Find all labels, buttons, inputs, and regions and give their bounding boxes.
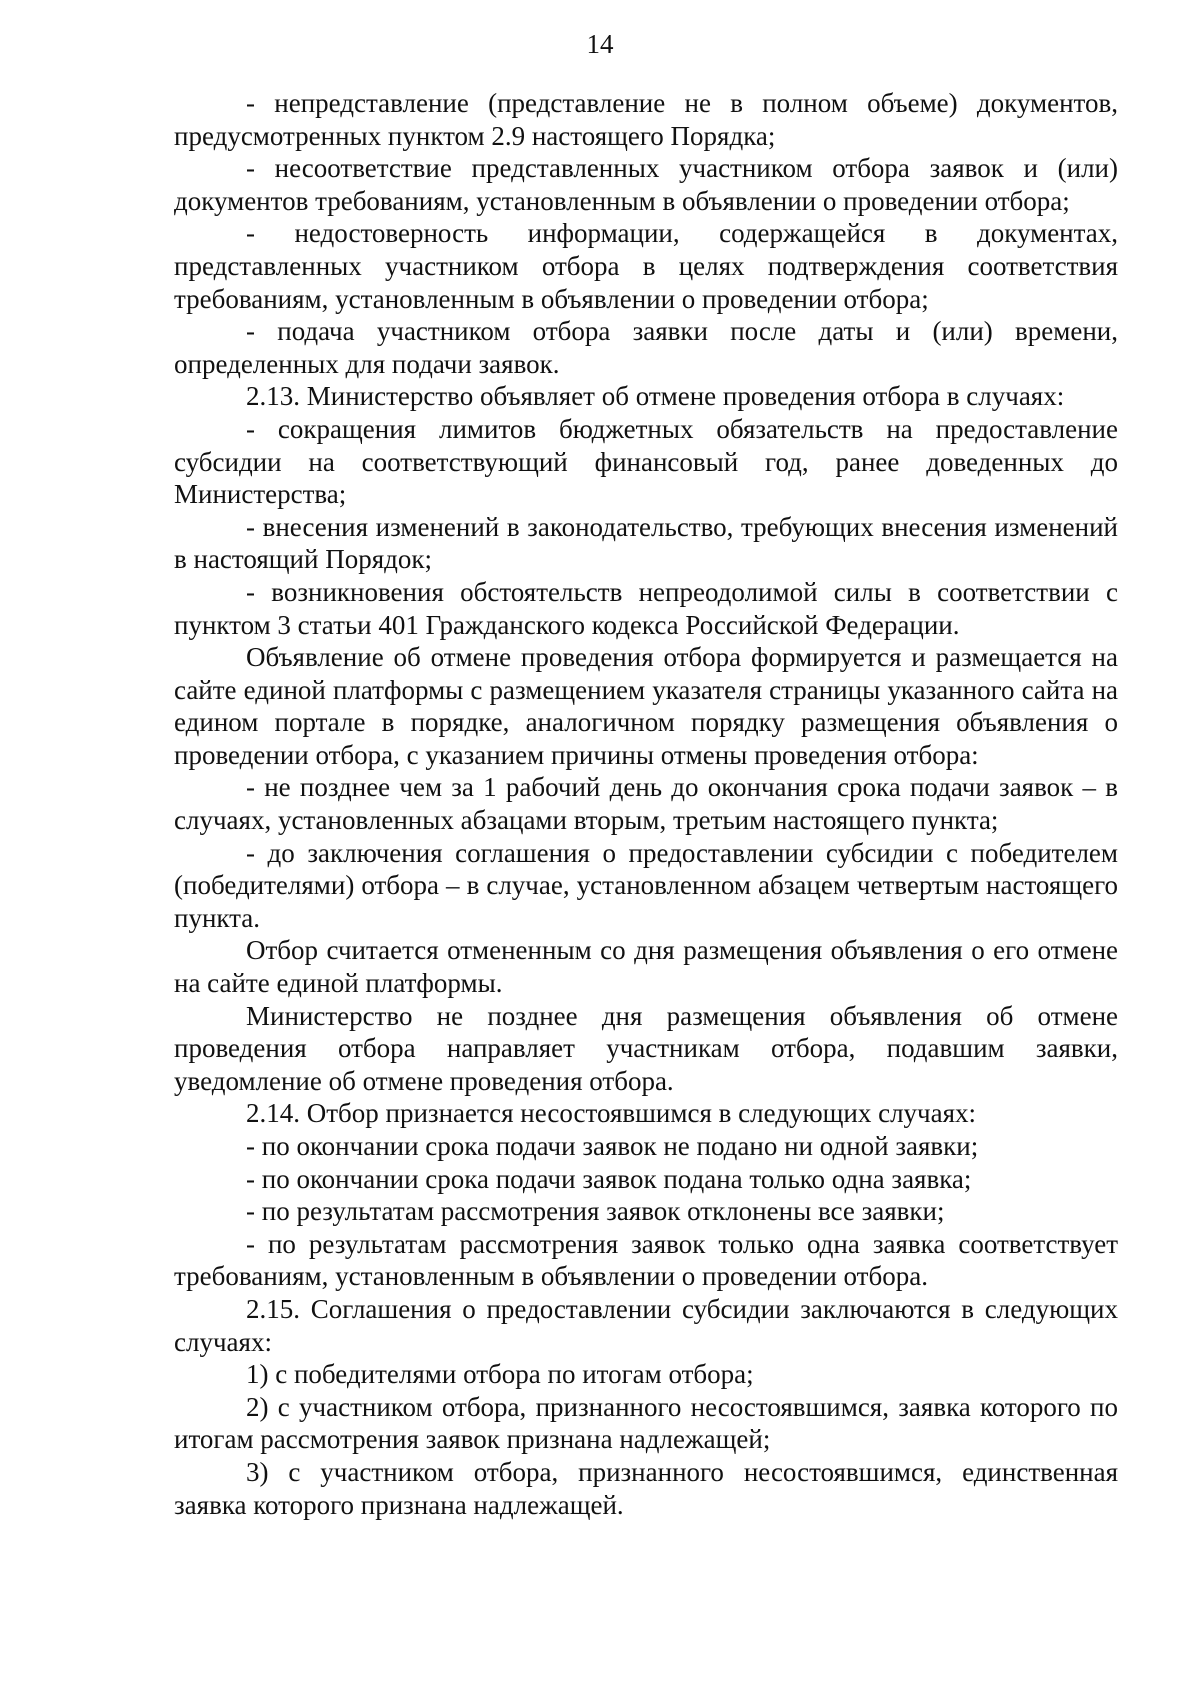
paragraph: - до заключения соглашения о предоставлении субсидии с победителем (победителями) отбора – в случае, установленном абзацем четвертым настоящего пункта. [174, 837, 1118, 933]
paragraph: 3) с участником отбора, признанного несостоявшимся, единственная заявка которого признана надлежащей. [174, 1456, 1118, 1520]
paragraph: - непредставление (представление не в полном объеме) документов, предусмотренных пунктом 2.9 настоящего Порядка; [174, 88, 1118, 151]
section-heading-2-13: 2.13. Министерство объявляет об отмене проведения отбора в случаях: [246, 381, 1065, 412]
paragraph: 1) с победителями отбора по итогам отбора; [246, 1359, 754, 1390]
page-number: 14 [586, 29, 614, 59]
section-heading-2-15: 2.15. Соглашения о предоставлении субсидии заключаются в следующих случаях: [174, 1293, 1118, 1357]
paragraph: - сокращения лимитов бюджетных обязательств на предоставление субсидии на соответствующий финансовый год, ранее доведенных до Министерства; [174, 413, 1118, 510]
paragraph: - внесения изменений в законодательство, требующих внесения изменений в настоящий Порядок; [174, 511, 1118, 575]
paragraph: - по результатам рассмотрения заявок только одна заявка соответствует требованиям, установленным в объявлении о проведении отбора. [174, 1228, 1118, 1292]
paragraph: - возникновения обстоятельств непреодолимой силы в соответствии с пунктом 3 статьи 401 Гражданского кодекса Российской Федерации. [174, 576, 1118, 640]
section-heading-2-14: 2.14. Отбор признается несостоявшимся в следующих случаях: [246, 1098, 977, 1129]
document-body [174, 87, 1118, 1521]
paragraph: - недостоверность информации, содержащейся в документах, представленных участником отбора в целях подтверждения соответствия требованиям, установленным в объявлении о проведении отбора; [174, 218, 1118, 314]
paragraph: 2) с участником отбора, признанного несостоявшимся, заявка которого по итогам рассмотрения заявок признана надлежащей; [174, 1391, 1118, 1455]
paragraph: - по окончании срока подачи заявок подана только одна заявка; [246, 1163, 972, 1194]
paragraph: Министерство не позднее дня размещения объявления об отмене проведения отбора направляет участникам отбора, подавшим заявки, уведомление об отмене проведения отбора. [174, 1000, 1118, 1096]
paragraph: Объявление об отмене проведения отбора формируется и размещается на сайте единой платформы с размещением указателя страницы указанного сайта на едином портале в порядке, аналогичном порядку размещения объявления о проведении отбора, с указанием причины отмены проведения отбора: [174, 642, 1118, 770]
paragraph: - по результатам рассмотрения заявок отклонены все заявки; [246, 1196, 945, 1227]
paragraph: - несоответствие представленных участником отбора заявок и (или) документов требованиям, установленным в объявлении о проведении отбора; [174, 153, 1118, 216]
paragraph: Отбор считается отмененным со дня размещения объявления о его отмене на сайте единой платформы. [174, 935, 1118, 999]
paragraph: - по окончании срока подачи заявок не подано ни одной заявки; [246, 1131, 979, 1161]
paragraph: - не позднее чем за 1 рабочий день до окончания срока подачи заявок – в случаях, установленных абзацами вторым, третьим настоящего пункта; [174, 772, 1118, 836]
paragraph: - подача участником отбора заявки после даты и (или) времени, определенных для подачи заявок. [174, 316, 1118, 379]
